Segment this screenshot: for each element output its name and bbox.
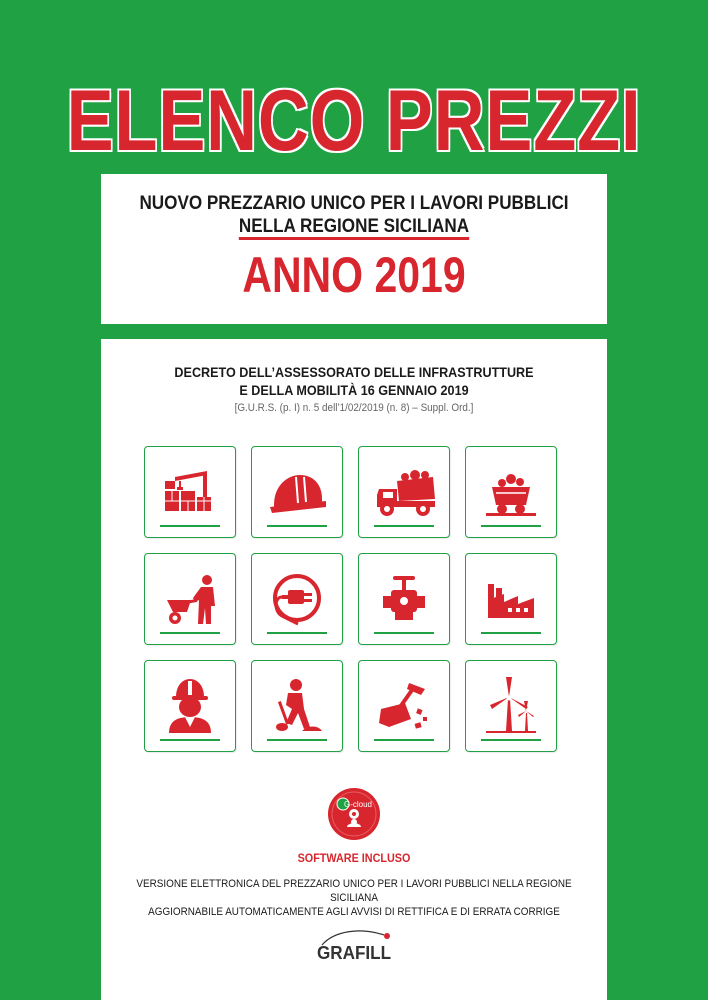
subtitle-line-2: NELLA REGIONE SICILIANA — [239, 217, 469, 240]
decree-line-1: DECRETO DELL’ASSESSORATO DELLE INFRASTRUTTURE — [174, 364, 534, 380]
gurs-reference: [G.U.R.S. (p. I) n. 5 dell’1/02/2019 (n. 8) – Suppl. Ord.] — [234, 402, 474, 414]
year-label: ANNO 2019 — [242, 247, 466, 303]
tile-underline — [374, 525, 434, 527]
hard-hat-icon — [252, 447, 342, 537]
content-panel — [101, 339, 607, 1000]
tile-underline — [267, 632, 327, 634]
tile-hard-hat — [251, 446, 343, 538]
icon-grid — [144, 446, 560, 752]
tile-underline — [481, 525, 541, 527]
valve-icon — [359, 554, 449, 644]
tile-underline — [160, 632, 220, 634]
subtitle — [126, 192, 581, 240]
tile-wheelbarrow — [144, 553, 236, 645]
tile-underline — [374, 632, 434, 634]
tile-underline — [160, 739, 220, 741]
tile-digging — [251, 660, 343, 752]
dump-truck-icon — [359, 447, 449, 537]
tile-underline — [160, 525, 220, 527]
worker-helmet-icon — [145, 661, 235, 751]
tile-valve — [358, 553, 450, 645]
description-line-1: VERSIONE ELETTRONICA DEL PREZZARIO UNICO PER I LAVORI PUBBLICI NELLA REGIONE SICILIANA — [136, 878, 572, 904]
software-description — [126, 877, 581, 919]
tile-underline — [374, 739, 434, 741]
publisher-logo — [304, 921, 404, 969]
decree-line-2: E DELLA MOBILITÀ 16 GENNAIO 2019 — [239, 382, 469, 398]
tile-mine-cart — [465, 446, 557, 538]
digging-worker-icon — [252, 661, 342, 751]
cover-title: ELENCO PREZZI — [66, 73, 642, 169]
tile-wind — [465, 660, 557, 752]
title-panel — [101, 174, 607, 324]
software-included-label: SOFTWARE INCLUSO — [297, 851, 411, 865]
demolition-icon — [359, 661, 449, 751]
tile-underline — [267, 739, 327, 741]
cd-label: G-cloud — [343, 800, 373, 809]
tile-demolition — [358, 660, 450, 752]
tile-dump-truck — [358, 446, 450, 538]
tile-worker — [144, 660, 236, 752]
tile-factory — [465, 553, 557, 645]
wheelbarrow-worker-icon — [145, 554, 235, 644]
tile-underline — [481, 632, 541, 634]
description-line-2: AGGIORNABILE AUTOMATICAMENTE AGLI AVVISI DI RETTIFICA E DI ERRATA CORRIGE — [148, 906, 560, 918]
factory-icon — [466, 554, 556, 644]
construction-crane-icon — [145, 447, 235, 537]
tile-electric — [251, 553, 343, 645]
wind-turbine-icon — [466, 661, 556, 751]
cd-disc-icon — [327, 787, 381, 841]
decree-text — [126, 363, 581, 399]
tile-underline — [267, 525, 327, 527]
publisher-name: GRAFILL — [316, 943, 392, 963]
tile-construction — [144, 446, 236, 538]
subtitle-line-1: NUOVO PREZZARIO UNICO PER I LAVORI PUBBLICI — [139, 193, 569, 214]
tile-underline — [481, 739, 541, 741]
mine-cart-icon — [466, 447, 556, 537]
electric-plug-icon — [252, 554, 342, 644]
